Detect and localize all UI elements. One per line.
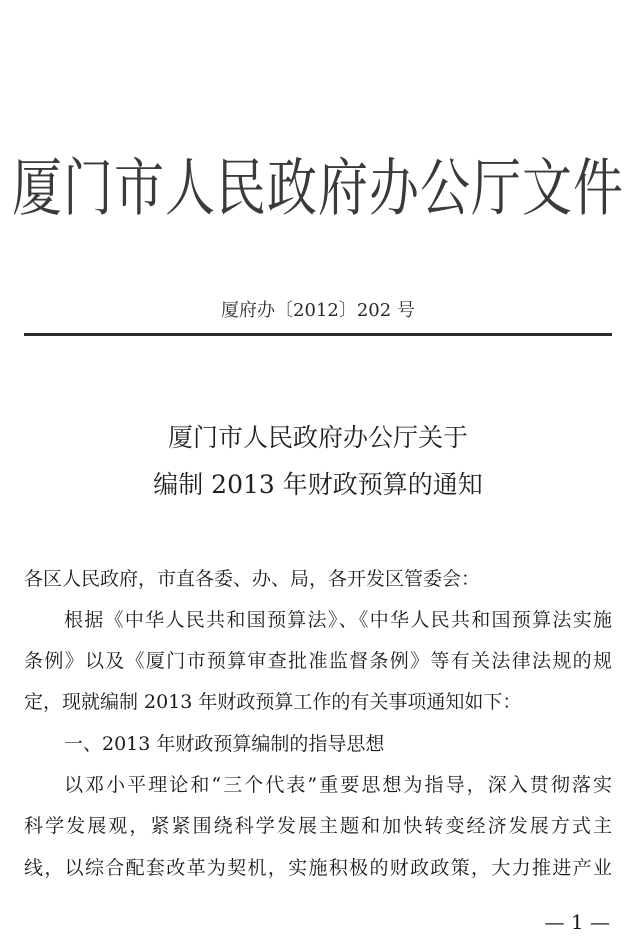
body-line: 以邓小平理论和“三个代表”重要思想为指导，深入贯彻落实 [64, 774, 612, 796]
notice-title-line-2: 编制 2013 年财政预算的通知 [153, 470, 483, 499]
header-divider [24, 333, 612, 336]
body-line: 条例》以及《厦门市预算审查批准监督条例》等有关法律法规的规 [24, 650, 612, 672]
section-heading: 一、2013 年财政预算编制的指导思想 [64, 733, 385, 755]
salutation: 各区人民政府，市直各委、办、局，各开发区管委会： [24, 568, 481, 590]
page-number: — 1 — [544, 910, 610, 934]
body-line: 线，以综合配套改革为契机，实施积极的财政政策，大力推进产业 [24, 857, 612, 879]
document-number: 厦府办〔2012〕202 号 [221, 300, 415, 321]
body-line: 科学发展观，紧紧围绕科学发展主题和加快转变经济发展方式主 [24, 815, 612, 837]
body-line: 定，现就编制 2013 年财政预算工作的有关事项通知如下： [24, 691, 522, 713]
issuer-header: 厦门市人民政府办公厅文件 [12, 151, 624, 225]
body-line: 根据《中华人民共和国预算法》、《中华人民共和国预算法实施 [64, 609, 612, 631]
notice-title-line-1: 厦门市人民政府办公厅关于 [167, 423, 468, 452]
